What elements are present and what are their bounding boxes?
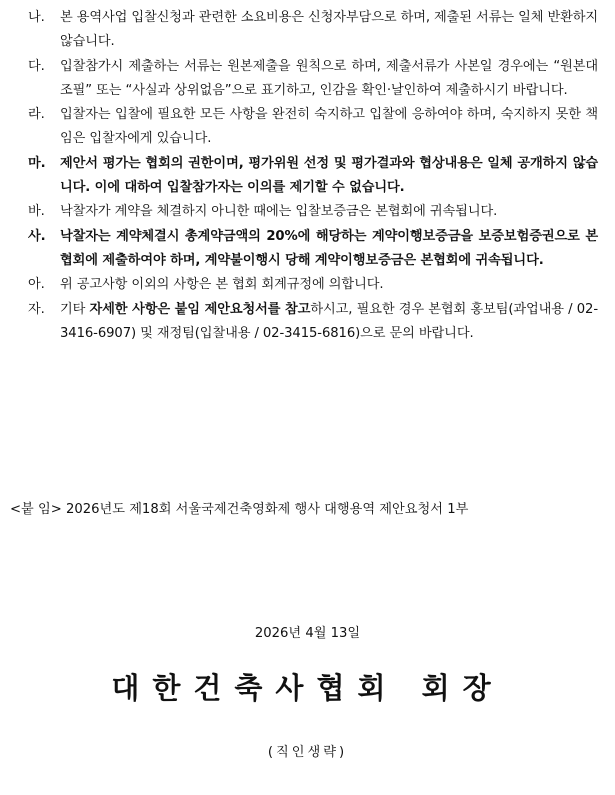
notice-date: 2026년 4월 13일 xyxy=(254,626,361,641)
item-marker: 마. xyxy=(28,155,46,171)
item-text-end: 하시고, 필요한 경우 본협회 홍보팀(과업내용 / 02-3416-6907) 및 재정팀(입찰내용 / 02-3415-6816)으로 문의 바랍니다. xyxy=(60,301,598,341)
item-text: 입찰자는 입찰에 필요한 모든 사항을 완전히 숙지하고 입찰에 응하여야 하며, 숙지하지 못한 책임은 입찰자에게 있습니다. xyxy=(60,107,598,147)
notice-item-na xyxy=(28,6,598,55)
notice-item-ma xyxy=(28,152,598,201)
item-text: 낙찰자는 계약체결시 총계약금액의 20%에 해당하는 계약이행보증금을 보증보험증권으로 본협회에 제출하여야 하며, 계약불이행시 당해 계약이행보증금은 본협회에 귀속됩니다. xyxy=(60,228,598,268)
notice-item-a xyxy=(28,273,598,297)
item-marker: 나. xyxy=(28,10,45,25)
notice-items xyxy=(28,6,598,346)
organization-signature: 대한건축사협회 회장 xyxy=(111,671,504,705)
item-marker: 아. xyxy=(28,277,45,293)
notice-item-ja xyxy=(28,298,598,347)
item-marker: 사. xyxy=(28,228,46,244)
item-text-start: 기타 xyxy=(60,301,90,317)
seal-note: (직인생략) xyxy=(267,745,348,760)
attachment-line: <붙 임> 2026년도 제18회 서울국제건축영화제 행사 대행용역 제안요청서 1부 xyxy=(10,502,469,517)
item-marker: 자. xyxy=(28,301,45,317)
notice-item-sa xyxy=(28,225,598,274)
item-marker: 다. xyxy=(28,58,45,74)
notice-item-da xyxy=(28,55,598,104)
item-text: 입찰참가시 제출하는 서류는 원본제출을 원칙으로 하며, 제출서류가 사본일 경우에는 “원본대조필” 또는 “사실과 상위없음”으로 표기하고, 인감을 확인·날인하여 제출하시기 바랍니다. xyxy=(60,58,598,98)
item-marker: 라. xyxy=(28,107,45,123)
item-marker: 바. xyxy=(28,204,45,220)
item-text: 위 공고사항 이외의 사항은 본 협회 회계규정에 의합니다. xyxy=(60,277,384,293)
item-text-emphasis: 자세한 사항은 붙임 제안요청서를 참고 xyxy=(89,301,311,317)
notice-item-ra xyxy=(28,103,598,152)
item-text: 제안서 평가는 협회의 권한이며, 평가위원 선정 및 평가결과와 협상내용은 일체 공개하지 않습니다. 이에 대하여 입찰참가자는 이의를 제기할 수 없습니다. xyxy=(60,155,598,196)
item-text: 본 용역사업 입찰신청과 관련한 소요비용은 신청자부담으로 하며, 제출된 서류는 일체 반환하지 않습니다. xyxy=(60,10,598,50)
item-text: 낙찰자가 계약을 체결하지 아니한 때에는 입찰보증금은 본협회에 귀속됩니다. xyxy=(60,204,498,220)
notice-item-ba xyxy=(28,200,598,224)
